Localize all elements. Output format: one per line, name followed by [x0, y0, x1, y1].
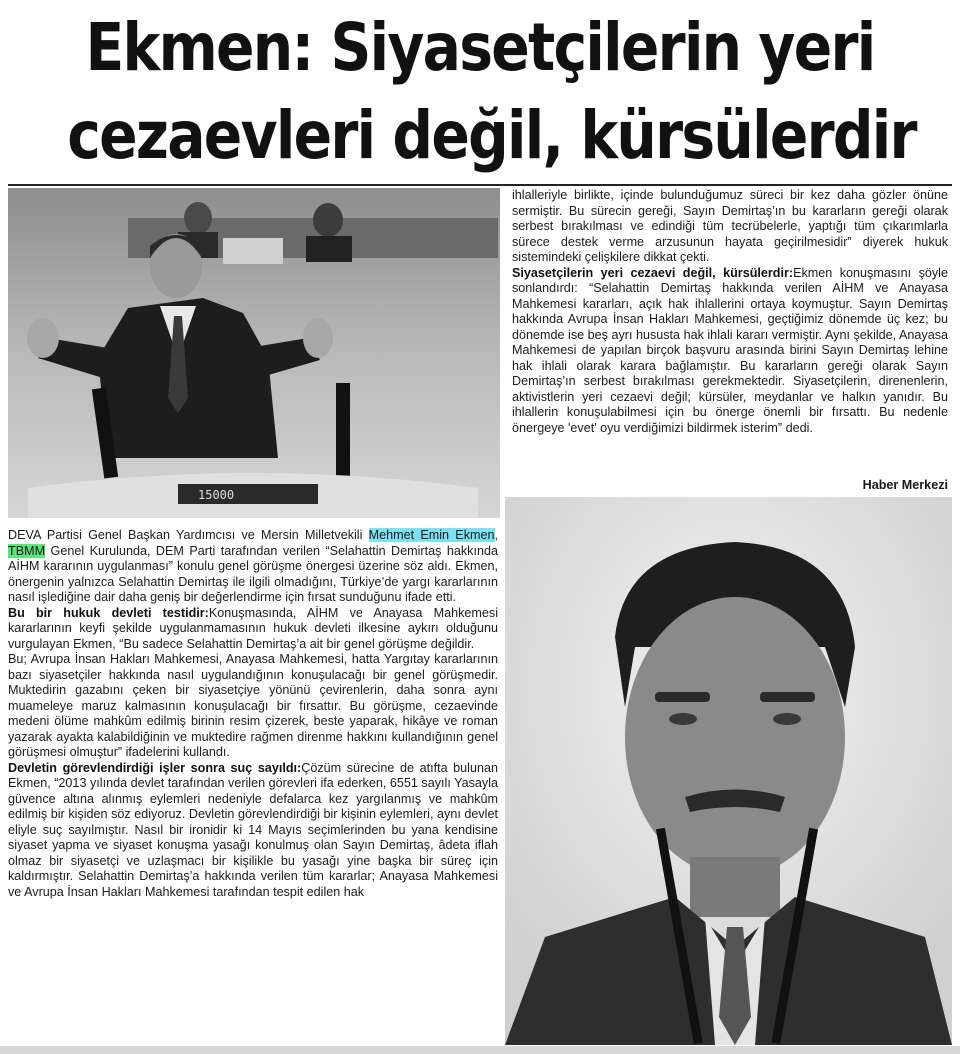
headline-line-2: cezaevleri değil, kürsülerdir [67, 97, 916, 174]
headline-divider [8, 184, 952, 186]
portrait-photo [505, 497, 952, 1045]
lead-comma: , [494, 528, 498, 542]
article-right-column [512, 188, 948, 436]
section-3-paragraph [512, 266, 948, 437]
byline: Haber Merkezi [862, 478, 948, 492]
article-left-column [8, 528, 498, 900]
lead-text-end: Genel Kurulunda, DEM Parti tarafından verilen “Selahattin Demirtaş hakkında AİHM kararının uygulanması” konulu genel görüşme önergesi üzerine söz aldı. Ekmen, önergenin yalnızca Selahattin Demirtaş ile ilgili olmadığını, Türkiye’de yargı kararlarının nasıl işlediğine dair daha geniş bir değerlendirme için fırsat sunduğunu ifade etti. [8, 543, 498, 604]
section-1-paragraph [8, 606, 498, 653]
speaker-photo [8, 188, 500, 518]
section-2-text: Çözüm sürecine de atıfta bulunan Ekmen, “2013 yılında devlet tarafından verilen görevleri ifa ederken, 6551 sayılı Yasayla güvence altına alınmış eylemleri nedeniyle defalarca kez yargılanmış ve mahkûm edilmiş bir kişiden söz ediyoruz. Devletin görevlendirdiği bir kişinin eylemleri, aynı devlet eliyle suç sayılmıştır. Nasıl bir ironidir ki 14 Mayıs seçimlerinden bu yana kendisine siyaset yapma ve siyaset konuşma yasağı konulmuş olan Sayın Demirtaş, âdeta iflah olmaz bir siyasetçi ve uzlaşmacı bir kişilikle bu yasağı yine başka bir süreç için kaldırmıştır. Selahattin Demirtaş’a hakkında verilen tüm kararlar; Anayasa Mahkemesi ve Avrupa İnsan Hakları Mahkemesi tarafından tespit edilen hak [8, 760, 498, 899]
headline-line-1: Ekmen: Siyasetçilerin yeri [85, 9, 875, 86]
section-1-text: Konuşmasında, AİHM ve Anayasa Mahkemesi kararlarının keyfi şekilde uygulanmamasının hukuk devleti ilkesine aykırı olduğunu vurgulayan Ekmen, “Bu sadece Selahattin Demirtaş’a ait bir genel görüşme değildir. [8, 605, 498, 651]
headline [0, 4, 960, 180]
lead-text-start: DEVA Partisi Genel Başkan Yardımcısı ve Mersin Milletvekili [8, 528, 369, 542]
continuation-paragraph: ihlalleriyle birlikte, içinde bulunduğumuz süreci bir kez daha gözler önüne sermiştir. Bu sürecin gereği, Sayın Demirtaş’ın bu kararların gereği olarak serbest bırakılması ve edindiği tüm tecrübelerle, yaptığı tüm çıkarımlarla sürece destek verme arzusunun hayata geçirilmesidir” diyerek hukuk sistemindeki çelişkilere dikkat çekti. [512, 188, 948, 264]
section-1-heading: Bu bir hukuk devleti testidir: [8, 605, 209, 620]
lead-paragraph [8, 528, 498, 606]
page-bottom-bar [0, 1046, 960, 1054]
section-3-text: Ekmen konuşmasını şöyle sonlandırdı: “Selahattin Demirtaş hakkında verilen AİHM ve Anayasa Mahkemesi kararları, açık hak ihlallerini ortaya koymuştur. Sayın Demirtaş hakkında Avrupa İnsan Hakları Mahkemesi, geçtiğimiz dönemde üç kez; bu dönemde ise beş ayrı hususta hak ihlali kararı vermiştir. Aynı şekilde, Anayasa Mahkemesi de yapılan birçok başvuru arasında birini Sayın Demirtaş lehine hak ihlali olarak karara bağlamıştır. Bu kararların gereği olarak Sayın Demirtaş’ın serbest bırakılması gerekmektedir. Siyasetçilerin, direnenlerin, aktivistlerin yeri cezaevi değil; kürsüler, meydanlar ve halkın yanıdır. Bu ihlallerin konuşulabilmesi için bu önerge önemli bir fırsattı. Bu nedenle önergeye 'evet' oyu verdiğimizi bildirmek isterim” dedi. [512, 265, 948, 435]
section-2-paragraph [8, 761, 498, 901]
section-2-heading: Devletin görevlendirdiği işler sonra suç sayıldı: [8, 760, 302, 775]
section-3-heading: Siyasetçilerin yeri cezaevi değil, kürsülerdir: [512, 265, 794, 280]
highlight-name: Mehmet Emin Ekmen [368, 528, 495, 542]
highlight-tbmm: TBMM [8, 543, 46, 558]
paragraph-2: Bu; Avrupa İnsan Hakları Mahkemesi, Anayasa Mahkemesi, hatta Yargıtay kararlarının bazı siyasetçiler hakkında nasıl uygulandığının konuşulacağı bir genel görüşmedir. Muktedirin gazabını çeken bir siyasetçiye yönünü çevirenlerin, daha sonra aynı muameleye maruz kalmasının konuşulacağı bir fırsattır. Bu görüşme, cezaevinde medeni ölüme mahkûm edilmiş birinin resim çizerek, beste yaparak, hikâye ve roman yazarak ayakta kalabildiğinin ve muktedire rağmen direnme hakkını kullandığının genel görüşmesi olmuştur” ifadelerini kullandı. [8, 652, 498, 759]
podium-readout: 15000 [198, 488, 235, 502]
